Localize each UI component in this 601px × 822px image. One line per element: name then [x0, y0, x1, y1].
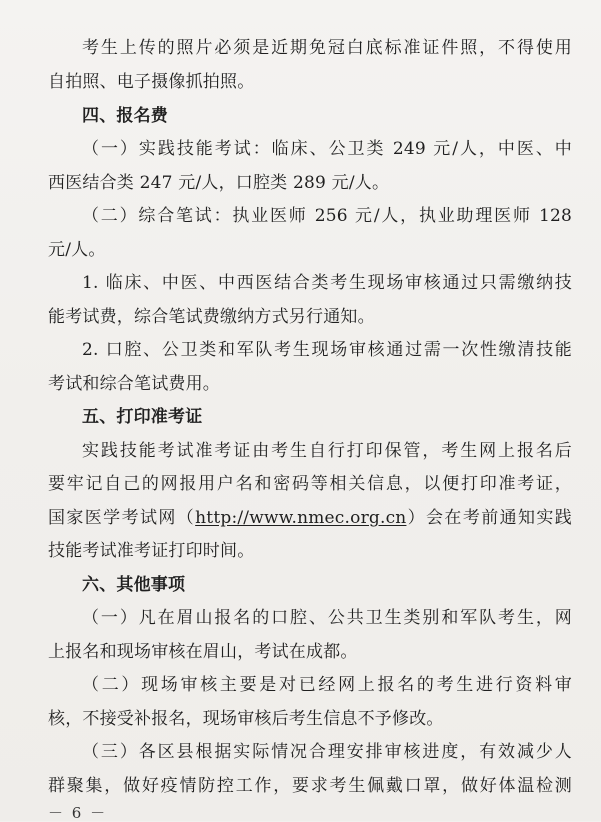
paragraph-line: 考试和综合笔试费用。: [48, 374, 220, 394]
paragraph-line: （二）现场审核主要是对已经网上报名的考生进行资料审: [82, 675, 572, 695]
paragraph-line: （二）综合笔试：执业医师 256 元/人，执业助理医师 128: [82, 206, 572, 226]
paragraph-line: 考生上传的照片必须是近期免冠白底标准证件照，不得使用: [82, 38, 572, 58]
paragraph-line: 能考试费，综合笔试费缴纳方式另行通知。: [48, 307, 375, 327]
paragraph-line-with-url: [48, 510, 572, 527]
url-prefix: 国家医学考试网（: [48, 508, 196, 528]
paragraph-line: （一）凡在眉山报名的口腔、公共卫生类别和军队考生，网: [82, 608, 572, 628]
paragraph-line: 西医结合类 247 元/人，口腔类 289 元/人。: [48, 173, 390, 193]
paragraph-line: 上报名和现场审核在眉山，考试在成都。: [48, 642, 358, 662]
paragraph-line: 1. 临床、中医、中西医结合类考生现场审核通过只需缴纳技: [82, 273, 572, 293]
section-heading-fee: 四、报名费: [82, 106, 168, 126]
url-suffix: ）会在考前通知实践: [406, 508, 572, 528]
paragraph-line: 技能考试准考证打印时间。: [48, 541, 255, 561]
paragraph-line: 要牢记自己的网报用户名和密码等相关信息，以便打印准考证，: [48, 474, 572, 494]
paragraph-line: 群聚集，做好疫情防控工作，要求考生佩戴口罩，做好体温检测: [48, 776, 572, 796]
paragraph-line: 元/人。: [48, 240, 106, 260]
website-link[interactable]: http://www.nmec.org.cn: [195, 508, 407, 528]
page-number: － 6 －: [48, 804, 108, 822]
paragraph-line: 自拍照、电子摄像抓拍照。: [48, 72, 255, 92]
paragraph-line: 核，不接受补报名，现场审核后考生信息不予修改。: [48, 709, 444, 729]
section-heading-other: 六、其他事项: [82, 575, 186, 595]
paragraph-line: 2. 口腔、公卫类和军队考生现场审核通过需一次性缴清技能: [82, 340, 572, 360]
section-heading-admission-ticket: 五、打印准考证: [82, 407, 203, 427]
paragraph-line: （一）实践技能考试：临床、公卫类 249 元/人，中医、中: [82, 139, 572, 159]
paragraph-line: （三）各区县根据实际情况合理安排审核进度，有效减少人: [82, 742, 572, 762]
paragraph-line: 实践技能考试准考证由考生自行打印保管，考生网上报名后: [82, 441, 572, 461]
